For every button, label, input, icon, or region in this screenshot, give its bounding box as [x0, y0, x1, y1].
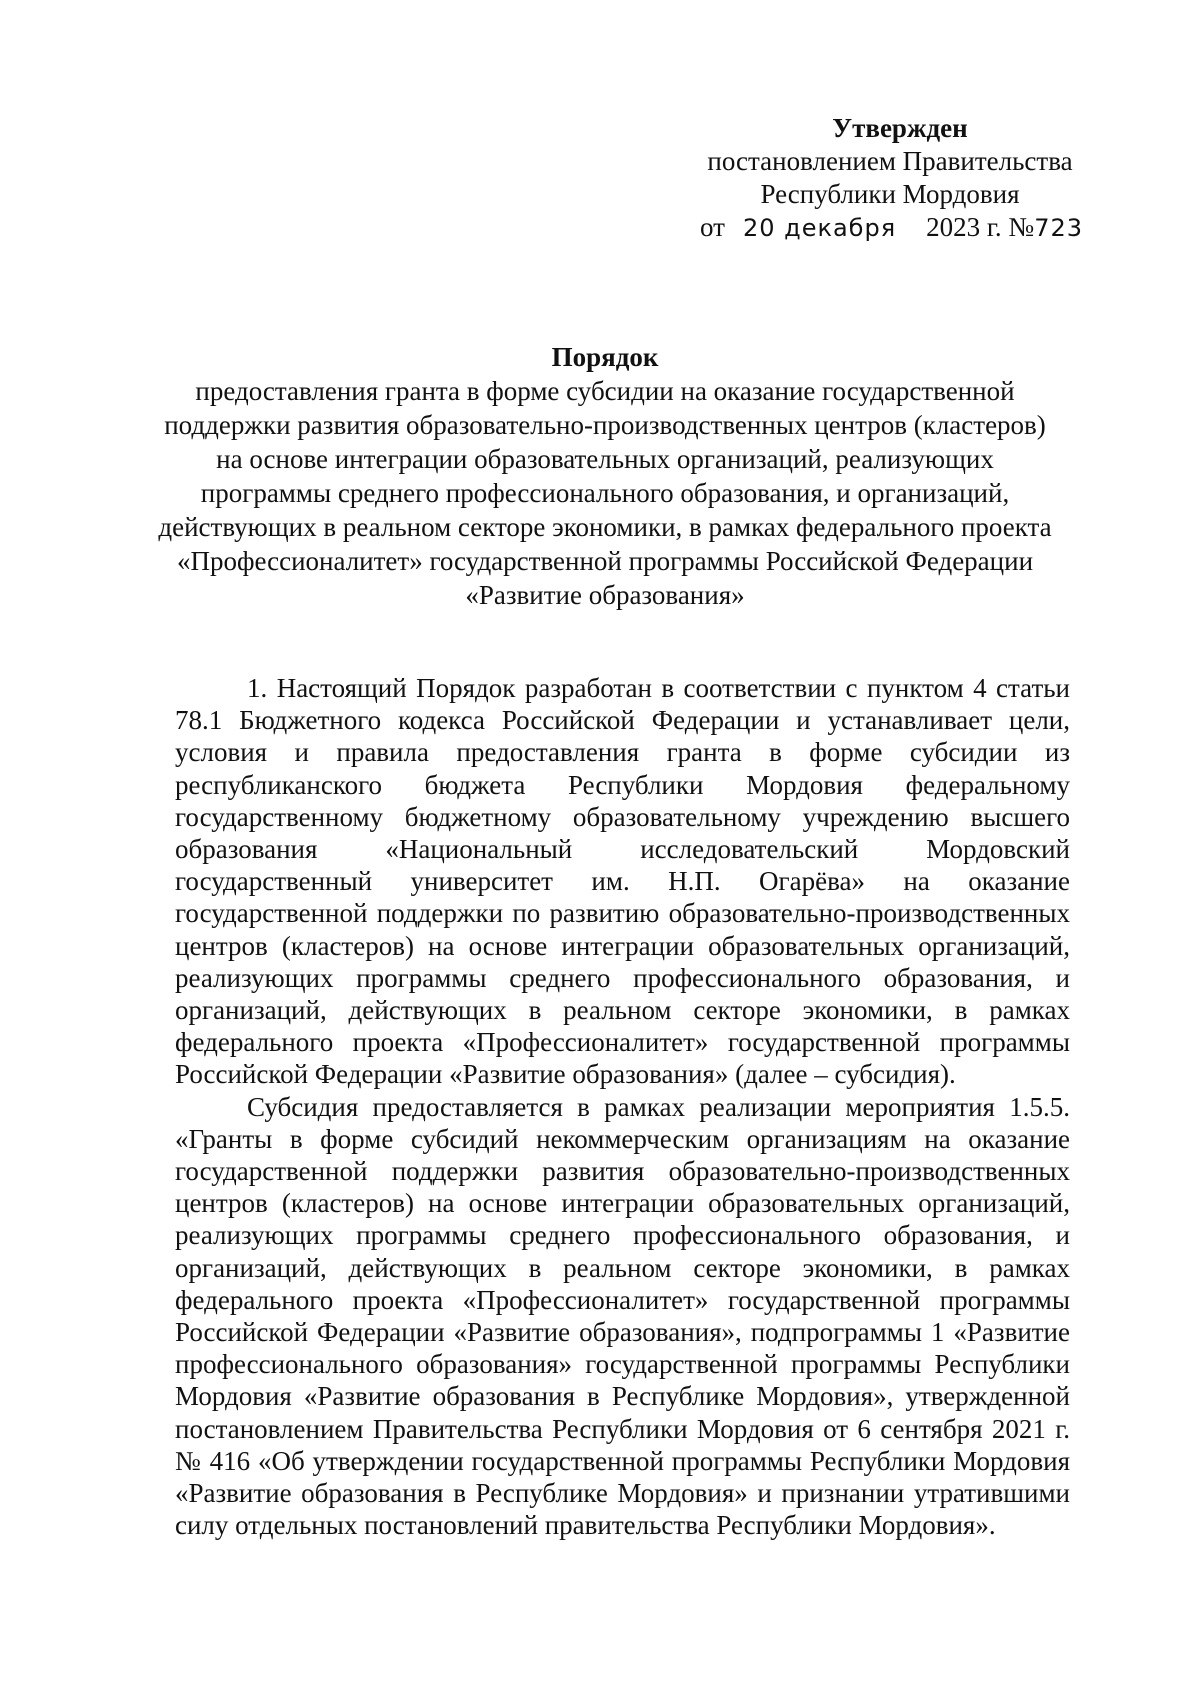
approval-line-2: Республики Мордовия	[760, 179, 1020, 209]
approval-block	[690, 112, 1090, 245]
body-paragraph: 1. Настоящий Порядок разработан в соответствии с пунктом 4 статьи 78.1 Бюджетного кодекса Российской Федерации и устанавливает цели, условия и правила предоставления гранта в форме субсидии из республиканского бюджета Республики Мордовия федеральному государственному бюджетному образовательному учреждению высшего образования «Национальный исследовательский Мордовский государственный университет им. Н.П. Огарёва» на оказание государственной поддержки по развитию образовательно-производственных центров (кластеров) на основе интеграции образовательных организаций, реализующих программы среднего профессионального образования, и организаций, действующих в реальном секторе экономики, в рамках федерального проекта «Профессионалитет» государственной программы Российской Федерации «Развитие образования» (далее – субсидия).	[175, 673, 1070, 1090]
approval-title: Утвержден	[832, 113, 968, 143]
subtitle-line: на основе интеграции образовательных организаций, реализующих	[216, 444, 994, 474]
date-prefix: от	[700, 212, 725, 242]
date-day-month: 20 декабря	[742, 214, 897, 242]
document-title: Порядок	[551, 342, 659, 372]
approval-line-1: постановлением Правительства	[707, 146, 1073, 176]
approval-date-line	[690, 211, 1090, 245]
subtitle-line: предоставления гранта в форме субсидии на оказание государственной	[195, 376, 1015, 406]
subtitle-line: программы среднего профессионального образования, и организаций,	[200, 478, 1010, 508]
subtitle-line: «Развитие образования»	[465, 580, 745, 610]
subtitle-line: действующих в реальном секторе экономики, в рамках федерального проекта	[158, 512, 1052, 542]
date-year: 2023 г. №	[926, 212, 1035, 242]
subtitle-line: «Профессионалитет» государственной программы Российской Федерации	[176, 546, 1034, 576]
body-paragraph: Субсидия предоставляется в рамках реализации мероприятия 1.5.5. «Гранты в форме субсидий некоммерческим организациям на оказание государственной поддержки развития образовательно-производственных центров (кластеров) на основе интеграции образовательных организаций, реализующих программы среднего профессионального образования, и организаций, действующих в реальном секторе экономики, в рамках федерального проекта «Профессионалитет» государственной программы Российской Федерации «Развитие образования», подпрограммы 1 «Развитие профессионального образования» государственной программы Республики Мордовия «Развитие образования в Республике Мордовия», утвержденной постановлением Правительства Республики Мордовия от 6 сентября 2021 г. № 416 «Об утверждении государственной программы Республики Мордовия «Развитие образования в Республике Мордовия» и признании утратившими силу отдельных постановлений правительства Республики Мордовия».	[175, 1091, 1070, 1541]
document-title-block	[140, 340, 1070, 612]
date-number: 723	[1034, 214, 1084, 242]
document-body	[175, 672, 1070, 1541]
subtitle-line: поддержки развития образовательно-производственных центров (кластеров)	[164, 410, 1046, 440]
